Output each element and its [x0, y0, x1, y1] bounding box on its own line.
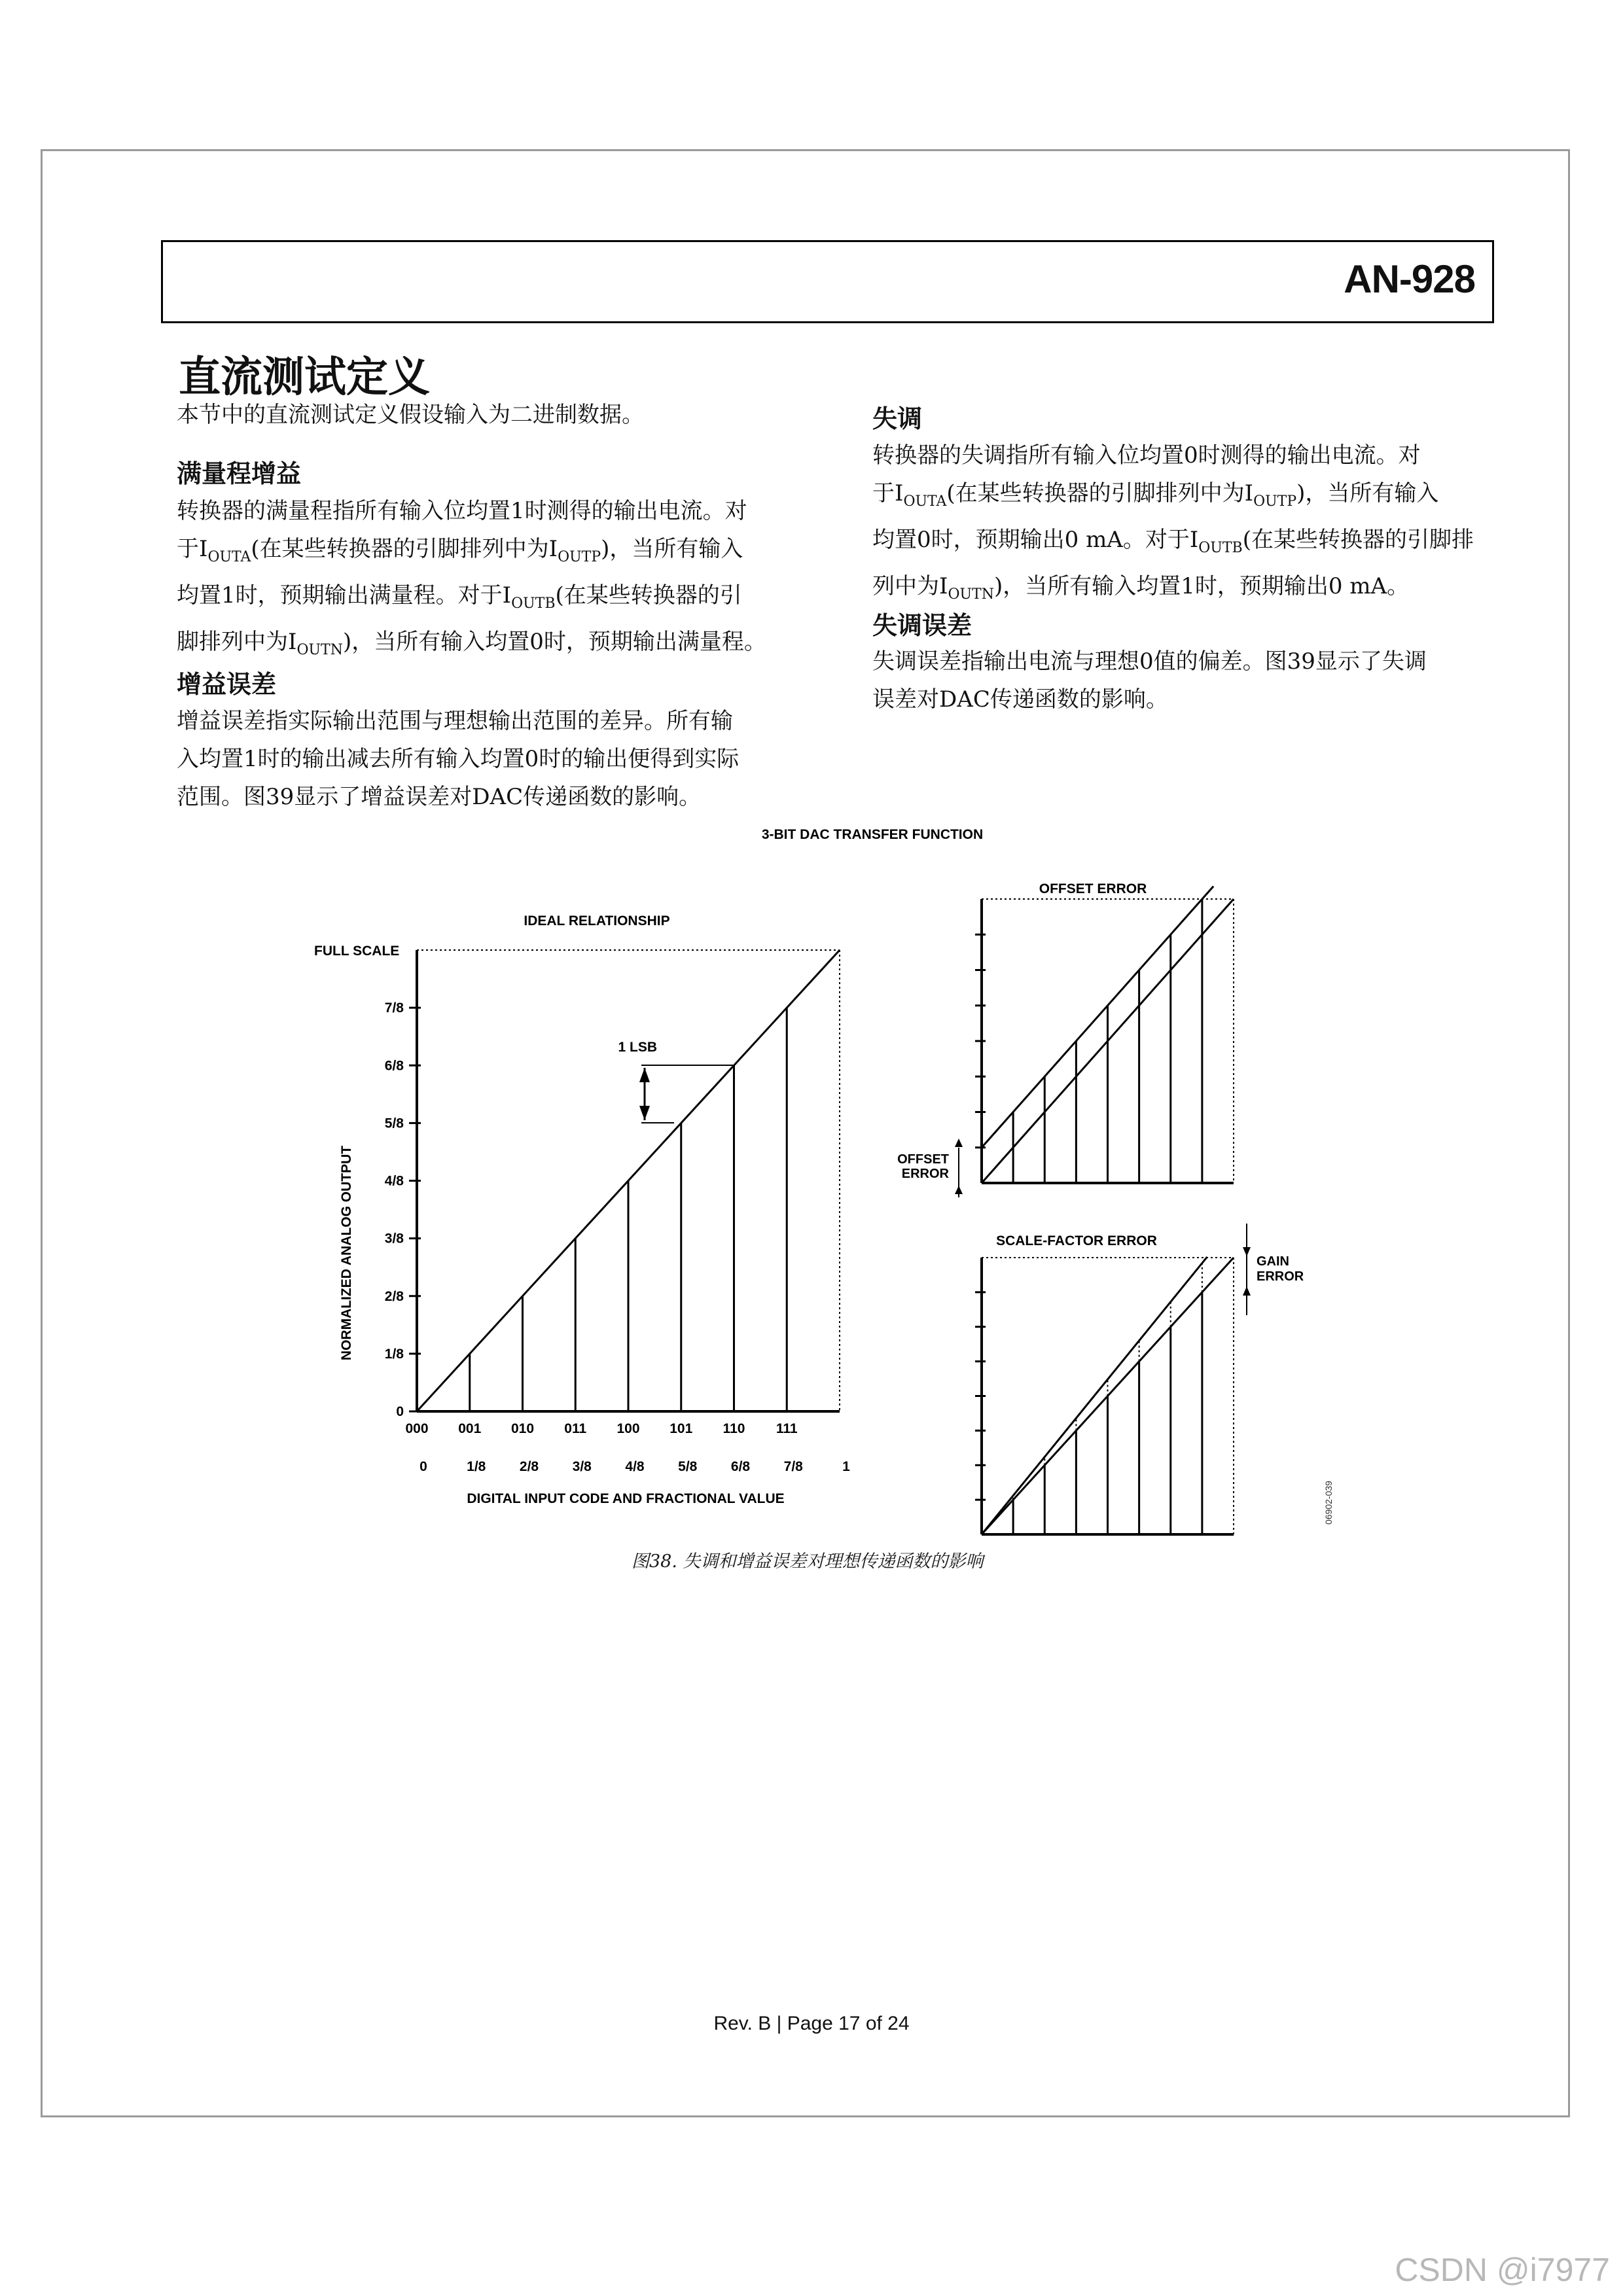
watermark: CSDN @i7977	[1395, 2252, 1610, 2288]
figure-caption: 图38. 失调和增益误差对理想传递函数的影响	[632, 1551, 984, 1572]
y-tick-label: 1/8	[384, 1346, 404, 1362]
offset-panel-title: OFFSET ERROR	[1039, 881, 1147, 896]
section-title: 直流测试定义	[179, 353, 430, 402]
text-line: 均置0时，预期输出0 mA。对于$I_{OUTB}$(在某些转换器的引脚排	[872, 527, 1474, 556]
gain-error-heading: 增益误差	[177, 670, 277, 699]
offset-error-arrow-up-icon	[955, 1186, 963, 1194]
x-fraction-label: 4/8	[625, 1459, 645, 1474]
text-line: 转换器的失调指所有输入位均置0时测得的输出电流。对	[872, 442, 1421, 468]
page-footer: Rev. B | Page 17 of 24	[713, 2013, 910, 2034]
y-tick-label: 7/8	[384, 1000, 404, 1016]
text-line: 误差对DAC传递函数的影响。	[872, 686, 1168, 713]
text-line: 范围。图39显示了增益误差对DAC传递函数的影响。	[177, 784, 702, 810]
x-fraction-label: 2/8	[519, 1459, 539, 1474]
lsb-arrow-up-icon	[639, 1068, 650, 1082]
text-line: 列中为$I_{OUTN}$)，当所有输入均置1时，预期输出0 mA。	[872, 573, 1410, 603]
gain-error-arrow-down-icon	[1243, 1247, 1251, 1256]
full-scale-label: FULL SCALE	[314, 944, 400, 959]
offset-error-label-2: ERROR	[901, 1167, 949, 1181]
x-code-label: 101	[669, 1421, 693, 1436]
x-code-label: 111	[776, 1421, 798, 1436]
ideal-subtitle: IDEAL RELATIONSHIP	[524, 913, 670, 928]
y-tick-label: 2/8	[384, 1288, 404, 1304]
x-fraction-label: 0	[419, 1459, 427, 1474]
x-fraction-label: 3/8	[572, 1459, 592, 1474]
section-intro: 本节中的直流测试定义假设输入为二进制数据。	[177, 402, 644, 428]
x-code-label: 011	[564, 1421, 587, 1436]
scale-panel-title: SCALE-FACTOR ERROR	[996, 1233, 1157, 1248]
offset-error-label-1: OFFSET	[897, 1152, 949, 1167]
text-line: 转换器的满量程指所有输入位均置1时测得的输出电流。对	[177, 498, 747, 524]
offset-actual-line	[982, 886, 1213, 1147]
x-fraction-label: 1/8	[467, 1459, 486, 1474]
gain-error-arrow-up-icon	[1243, 1286, 1251, 1296]
chart-title: 3-BIT DAC TRANSFER FUNCTION	[761, 827, 984, 842]
scale-factor-error-chart	[975, 1224, 1304, 1534]
y-tick-label: 6/8	[384, 1058, 404, 1074]
offset-error-arrow-down-icon	[955, 1139, 963, 1147]
offset-error-chart	[897, 881, 1234, 1197]
text-line: 均置1时，预期输出满量程。对于$I_{OUTB}$(在某些转换器的引	[177, 582, 742, 612]
x-fraction-label: 6/8	[730, 1459, 751, 1474]
y-tick-label: 0	[396, 1404, 404, 1419]
gain-error-label-1: GAIN	[1257, 1254, 1289, 1269]
x-code-label: 110	[722, 1421, 745, 1436]
figure-id: 06902-039	[1323, 1481, 1334, 1525]
y-tick-label: 3/8	[384, 1231, 404, 1246]
offset-error-heading: 失调误差	[872, 611, 972, 640]
y-tick-label: 5/8	[384, 1116, 404, 1131]
lsb-arrow-down-icon	[639, 1106, 650, 1120]
gain-error-label-2: ERROR	[1257, 1269, 1304, 1284]
y-axis-label: NORMALIZED ANALOG OUTPUT	[339, 1145, 354, 1361]
x-fraction-label: 1	[842, 1459, 850, 1474]
text-line: 增益误差指实际输出范围与理想输出范围的差异。所有输	[177, 708, 733, 734]
x-fraction-label: 5/8	[678, 1459, 698, 1474]
text-line: 脚排列中为$I_{OUTN}$)，当所有输入均置0时，预期输出满量程。	[177, 629, 766, 658]
lsb-label: 1 LSB	[618, 1040, 657, 1055]
text-line: 入均置1时的输出减去所有输入均置0时的输出便得到实际	[177, 746, 740, 772]
x-fraction-label: 7/8	[783, 1459, 803, 1474]
x-code-label: 001	[458, 1421, 482, 1436]
offset-heading: 失调	[872, 404, 923, 433]
y-tick-label: 4/8	[384, 1173, 404, 1189]
ideal-relationship-chart	[314, 913, 850, 1506]
x-code-label: 010	[510, 1421, 535, 1436]
text-line: 于$I_{OUTA}$(在某些转换器的引脚排列中为$I_{OUTP}$)，当所有输入	[177, 536, 743, 565]
x-code-label: 000	[405, 1421, 429, 1436]
document-id: AN-928	[1344, 257, 1475, 301]
x-axis-label: DIGITAL INPUT CODE AND FRACTIONAL VALUE	[467, 1491, 785, 1506]
scale-actual-line	[982, 1257, 1207, 1534]
full-scale-gain-heading: 满量程增益	[177, 459, 302, 488]
x-code-label: 100	[616, 1421, 640, 1436]
text-line: 失调误差指输出电流与理想0值的偏差。图39显示了失调	[872, 648, 1427, 675]
text-line: 于$I_{OUTA}$(在某些转换器的引脚排列中为$I_{OUTP}$)，当所有输入	[872, 480, 1439, 510]
